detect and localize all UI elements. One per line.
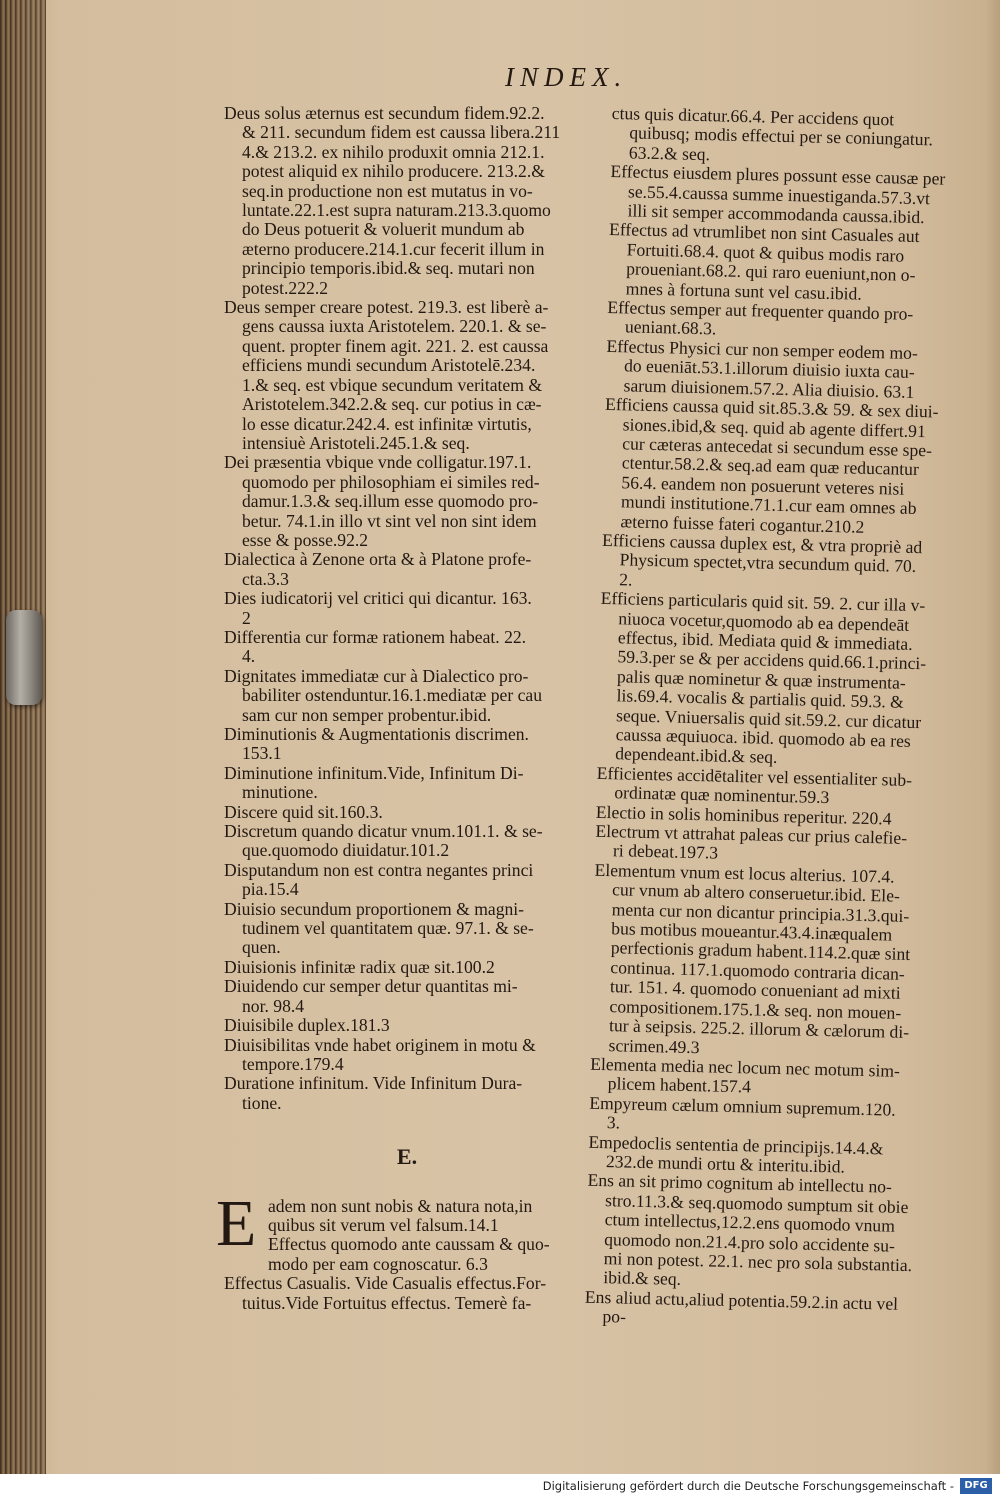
- book-clasp: [6, 610, 42, 705]
- index-entry: Diuidendo cur semper detur quantitas mi- nor. 98.4: [224, 976, 518, 1016]
- index-entry: Discretum quando dicatur vnum.101.1. & se- que.quomodo diuidatur.101.2: [224, 821, 543, 861]
- index-entry: Diuisibile duplex.181.3: [224, 1015, 390, 1036]
- index-entry: Efficiens particularis quid sit. 59. 2. cur illa v- niuoca vocetur,quomodo ab ea dependeāt effectus, ibid. Mediata quid & immediata. 59.3.per se & per accidens quid.66.1.princi- palis quæ nominetur & quæ instrumenta- lis.69.4. vocalis & partialis quid. 59.3. & seque. Vniuersalis quid sit.59.2. cur dicatur caussa æquiuoca. ibid. quomodo ab ea res dependeant.ibid.& seq.: [600, 588, 927, 768]
- index-entry: Empyreum cælum omnium supremum.120. 3.: [589, 1092, 896, 1133]
- index-entry: Differentia cur formæ rationem habeat. 22. 4.: [224, 626, 527, 667]
- drop-cap: E: [216, 1186, 257, 1260]
- page-edges: [0, 0, 46, 1474]
- index-entry: Effectus semper aut frequenter quando pro- ueniant.68.3.: [607, 297, 914, 339]
- index-entry: Effectus Casualis. Vide Casualis effectus.For- tuitus.Vide Fortuitus effectus. Temerè fa-: [224, 1273, 547, 1313]
- index-entry: Diminutione infinitum.Vide, Infinitum Di- minutione.: [224, 762, 524, 803]
- index-entry: Discere quid sit.160.3.: [224, 801, 383, 822]
- index-entry: Dignitates immediatæ cur à Dialectico pro- babiliter ostenduntur.16.1.mediatæ per cau sam cur non semper probentur.ibid.: [224, 665, 542, 725]
- index-entry: Efficiens caussa duplex est, & vtra propriè ad Physicum spectet,vtra secundum quid. 70. 2.: [601, 529, 923, 590]
- index-entry: Electrum vt attrahat paleas cur prius calefie- ri debeat.197.3: [595, 820, 908, 864]
- index-entry: Ens aliud actu,aliud potentia.59.2.in actu vel po-: [584, 1286, 899, 1327]
- dropcap-entry-text: adem non sunt nobis & natura nota,in quibus sit verum vel falsum.14.1 Effectus quomodo ante caussam & quo- modo per eam cognoscatur. 6.3: [268, 1195, 550, 1274]
- section-letter: E.: [396, 1144, 418, 1170]
- index-entry: Diminutionis & Augmentationis discrimen. 153.1: [224, 724, 529, 764]
- dropcap-entry: [216, 1186, 590, 1275]
- index-entry: Effectus ad vtrumlibet non sint Casuales aut Fortuiti.68.4. quot & quibus modis raro proueniant.68.2. qui raro eueniunt,non o- mnes à fortuna sunt vel casu.ibid.: [608, 219, 920, 304]
- index-entry: Diuisibilitas vnde habet originem in motu & tempore.179.4: [224, 1034, 536, 1074]
- index-entry: Elementum vnum est locus alterius. 107.4. cur vnum ab altero conseruetur.ibid. Ele- menta cur non dicantur principia.31.3.qui- bus motibus moueantur.43.4.inæqualem perfectionis gradum habent.114.2.quæ sint continua. 117.1.quomodo contraria dican- tur. 151. 4. quomodo conueniant ad mixti compositionem.175.1.& seq. non mouen- tur à seipsis. 225.2. illorum & cælorum di- scrimen.49.3: [594, 859, 911, 1057]
- index-entry: Ens an sit primo cognitum ab intellectu no- stro.11.3.& seq.quomodo sumptum sit obie ctum intellectus,12.2.ens quomodo vnum quomodo non.21.4.pro solo accidente su- mi non potest. 22.1. nec pro sola substantia. ibid.& seq.: [587, 1170, 913, 1290]
- index-entry: Diuisionis infinitæ radix quæ sit.100.2: [224, 956, 495, 977]
- index-entry: Diuisio secundum proportionem & magni- tudinem vel quantitatem quæ. 97.1. & se- quen.: [224, 898, 534, 958]
- index-entry: Dies iudicatorij vel critici qui dicantur. 163. 2: [224, 588, 532, 628]
- index-entry: Electio in solis hominibus reperitur. 220.4: [595, 801, 892, 829]
- index-entry: Efficiens caussa quid sit.85.3.& 59. & sex diui- siones.ibid,& seq. quid ab agente differt.91 cur cæteras antecedat si secundum esse spe- ctentur.58.2.& seq.ad eam quæ reducantur 56.4. eandem non posuerunt veteres nisi mundi institutione.71.1.cur eam omnes ab æterno fuisse fateri cogantur.210.2: [604, 394, 939, 537]
- index-entry: ctus quis dicatur.66.4. Per accidens quot quibusq; modis effectui per se coniungatur. 63.2.& seq.: [611, 103, 934, 165]
- page-title: INDEX.: [505, 62, 628, 92]
- index-entry: Dei præsentia vbique vnde colligatur.197.1. quomodo per philosophiam ei similes red- damur.1.3.& seq.illum esse quomodo pro- betur. 74.1.in illo vt sint vel non sint idem esse & posse.92.2: [224, 452, 540, 550]
- dfg-logo[interactable]: DFG: [960, 1478, 992, 1494]
- index-entry: Dialectica à Zenone orta & à Platone profe- cta.3.3: [224, 549, 532, 589]
- index-entry: Effectus eiusdem plures possunt esse causæ per se.55.4.caussa summe inuestiganda.57.3.vt illi sit semper accommodanda caussa.ibid.: [610, 161, 946, 228]
- index-entry: Deus semper creare potest. 219.3. est liberè a- gens caussa iuxta Aristotelem. 220.1. & se- quent. propter finem agit. 221. 2. est caussa efficiens mundi secundum Aristotelē.234. 1.& seq. est vbique secundum veritatem & Aristotelem.342.2.& seq. cur potius in cæ- lo esse dicatur.242.4. est infinitæ virtutis, intensiuè Aristoteli.245.1.& seq.: [224, 297, 549, 453]
- index-entry: Empedoclis sententia de principijs.14.4.& 232.de mundi ortu & interitu.ibid.: [588, 1131, 884, 1177]
- footer-credit: Digitalisierung gefördert durch die Deutsche Forschungsgemeinschaft -: [542, 1479, 954, 1493]
- index-entry: Efficientes accidētaliter vel essentialiter sub- ordinatæ quæ nominentur.59.3: [596, 762, 913, 808]
- right-column: [584, 104, 964, 1334]
- index-entry: Duratione infinitum. Vide Infinitum Dura- tione.: [224, 1073, 523, 1113]
- index-entry: Deus solus æternus est secundum fidem.92.2. & 211. secundum fidem est caussa libera.211 4.& 213.2. ex nihilo produxit omnia 212.1. potest aliquid ex nihilo producere. 213.2.& seq.in productione non est mutatus in vo- luntate.22.1.est supra naturam.213.3.quomo do Deus potuerit & voluerit mundum ab æterno producere.214.1.cur fecerit illum in principio temporis.ibid.& seq. mutari non potest.222.2: [224, 103, 561, 298]
- index-entry: Elementa media nec locum nec motum sim- plicem habent.157.4: [589, 1053, 901, 1097]
- index-entry: Effectus Physici cur non semper eodem mo- do eueniāt.53.1.illorum diuisio iuxta cau- sarum diuisionem.57.2. Alia diuisio. 63.1: [606, 335, 919, 402]
- left-column: [216, 103, 590, 1313]
- index-entry: Disputandum non est contra negantes princi pia.15.4: [224, 859, 534, 900]
